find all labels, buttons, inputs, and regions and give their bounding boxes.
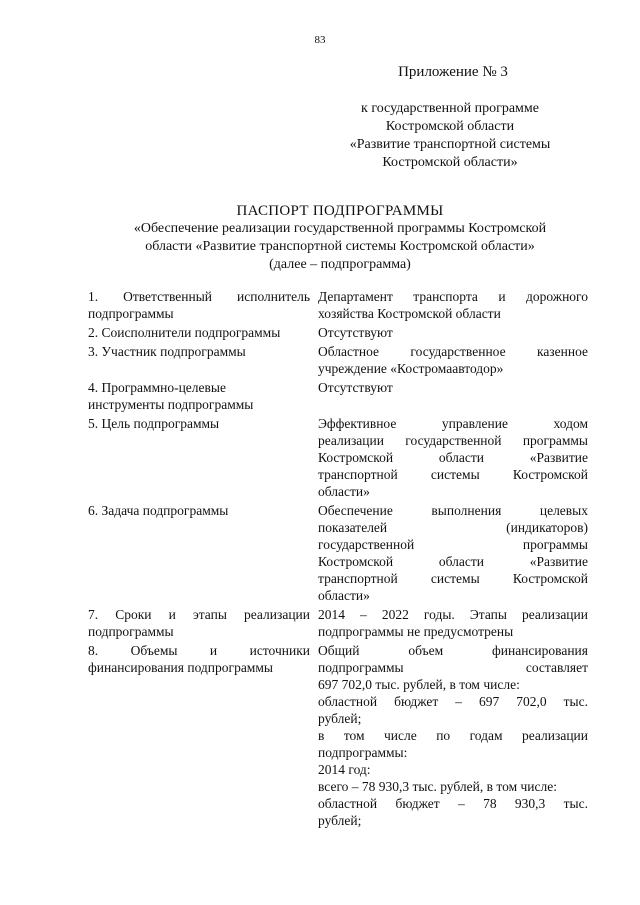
row-value [318,324,588,343]
row-label [88,343,318,379]
row-value-line: рублей; [318,813,362,828]
passport-subtitle-line: «Обеспечение реализации государственной программы Костромской [133,221,547,236]
row-value [318,502,588,606]
passport-row-goal [88,415,588,502]
row-label-line: 1. Ответственный исполнитель [88,289,310,304]
row-value [318,642,588,831]
row-label [88,502,318,606]
row-value [318,288,588,324]
row-value [318,379,588,415]
row-value-line: 697 702,0 тыс. рублей, в том числе: [318,677,520,692]
row-value-line: государственной программы [318,537,588,552]
row-value-line: Обеспечение выполнения целевых [318,503,588,518]
passport-table [88,288,588,831]
appendix-subtitle-line: Костромской области [385,119,515,134]
row-value-line: транспортной системы Костромской [318,467,588,482]
row-label-line: подпрограммы [88,624,174,639]
row-label-line: 3. Участник подпрограммы [88,344,246,359]
row-value [318,606,588,642]
row-value-line: рублей; [318,711,362,726]
row-label [88,415,318,502]
row-value-line: подпрограммы составляет [318,660,588,675]
row-value-line: областной бюджет – 78 930,3 тыс. [318,796,588,811]
row-label-line: подпрограммы [88,306,174,321]
passport-row-participant [88,343,588,379]
row-value-line: Общий объем финансирования [318,643,588,658]
row-label [88,606,318,642]
page-number: 83 [314,34,326,46]
passport-title: ПАСПОРТ ПОДПРОГРАММЫ [236,203,444,219]
row-value-line: учреждение «Костромаавтодор» [318,361,504,376]
appendix-title: Приложение № 3 [398,64,508,80]
row-value-line: Отсутствуют [318,380,393,395]
row-value-line: реализации государственной программы [318,433,588,448]
passport-subtitle-line: (далее – подпрограмма) [269,257,411,272]
appendix-subtitle [330,100,570,172]
passport-row-funding [88,642,588,831]
passport-row-task [88,502,588,606]
row-value-line: всего – 78 930,3 тыс. рублей, в том числе: [318,779,557,794]
row-label-line: инструменты подпрограммы [88,397,254,412]
row-value-line: Департамент транспорта и дорожного [318,289,588,304]
passport-heading [90,202,590,274]
row-label-line: 4. Программно-целевые [88,380,226,395]
passport-row-coexecutors [88,324,588,343]
row-label-line: 7. Сроки и этапы реализации [88,607,310,622]
row-value-line: транспортной системы Костромской [318,571,588,586]
row-value-line: Костромской области «Развитие [318,554,588,569]
row-value-line: 2014 год: [318,762,371,777]
row-value-line: в том числе по годам реализации [318,728,588,743]
row-label-line: 8. Объемы и источники [88,643,310,658]
row-value-line: Эффективное управление ходом [318,416,588,431]
row-label [88,379,318,415]
appendix-subtitle-line: «Развитие транспортной системы [349,137,551,152]
passport-row-timeline [88,606,588,642]
row-label-line: 2. Соисполнители подпрограммы [88,325,281,340]
appendix-subtitle-line: Костромской области» [382,155,518,170]
row-label [88,642,318,831]
passport-row-instruments [88,379,588,415]
row-value-line: показателей (индикаторов) [318,520,588,535]
row-value-line: Отсутствуют [318,325,393,340]
row-value-line: 2014 – 2022 годы. Этапы реализации [318,607,588,622]
row-value-line: подпрограммы: [318,745,408,760]
passport-row-responsible [88,288,588,324]
row-value [318,343,588,379]
appendix-subtitle-line: к государственной программе [361,101,539,116]
row-label-line: 6. Задача подпрограммы [88,503,229,518]
row-value-line: области» [318,484,370,499]
row-value-line: Костромской области «Развитие [318,450,588,465]
row-label [88,288,318,324]
row-label [88,324,318,343]
row-label-line: финансирования подпрограммы [88,660,273,675]
row-value [318,415,588,502]
row-label-line: 5. Цель подпрограммы [88,416,220,431]
row-value-line: области» [318,588,370,603]
passport-subtitle-line: области «Развитие транспортной системы Костромской области» [145,239,535,254]
row-value-line: хозяйства Костромской области [318,306,501,321]
row-value-line: областной бюджет – 697 702,0 тыс. [318,694,588,709]
row-value-line: Областное государственное казенное [318,344,588,359]
row-value-line: подпрограммы не предусмотрены [318,624,514,639]
